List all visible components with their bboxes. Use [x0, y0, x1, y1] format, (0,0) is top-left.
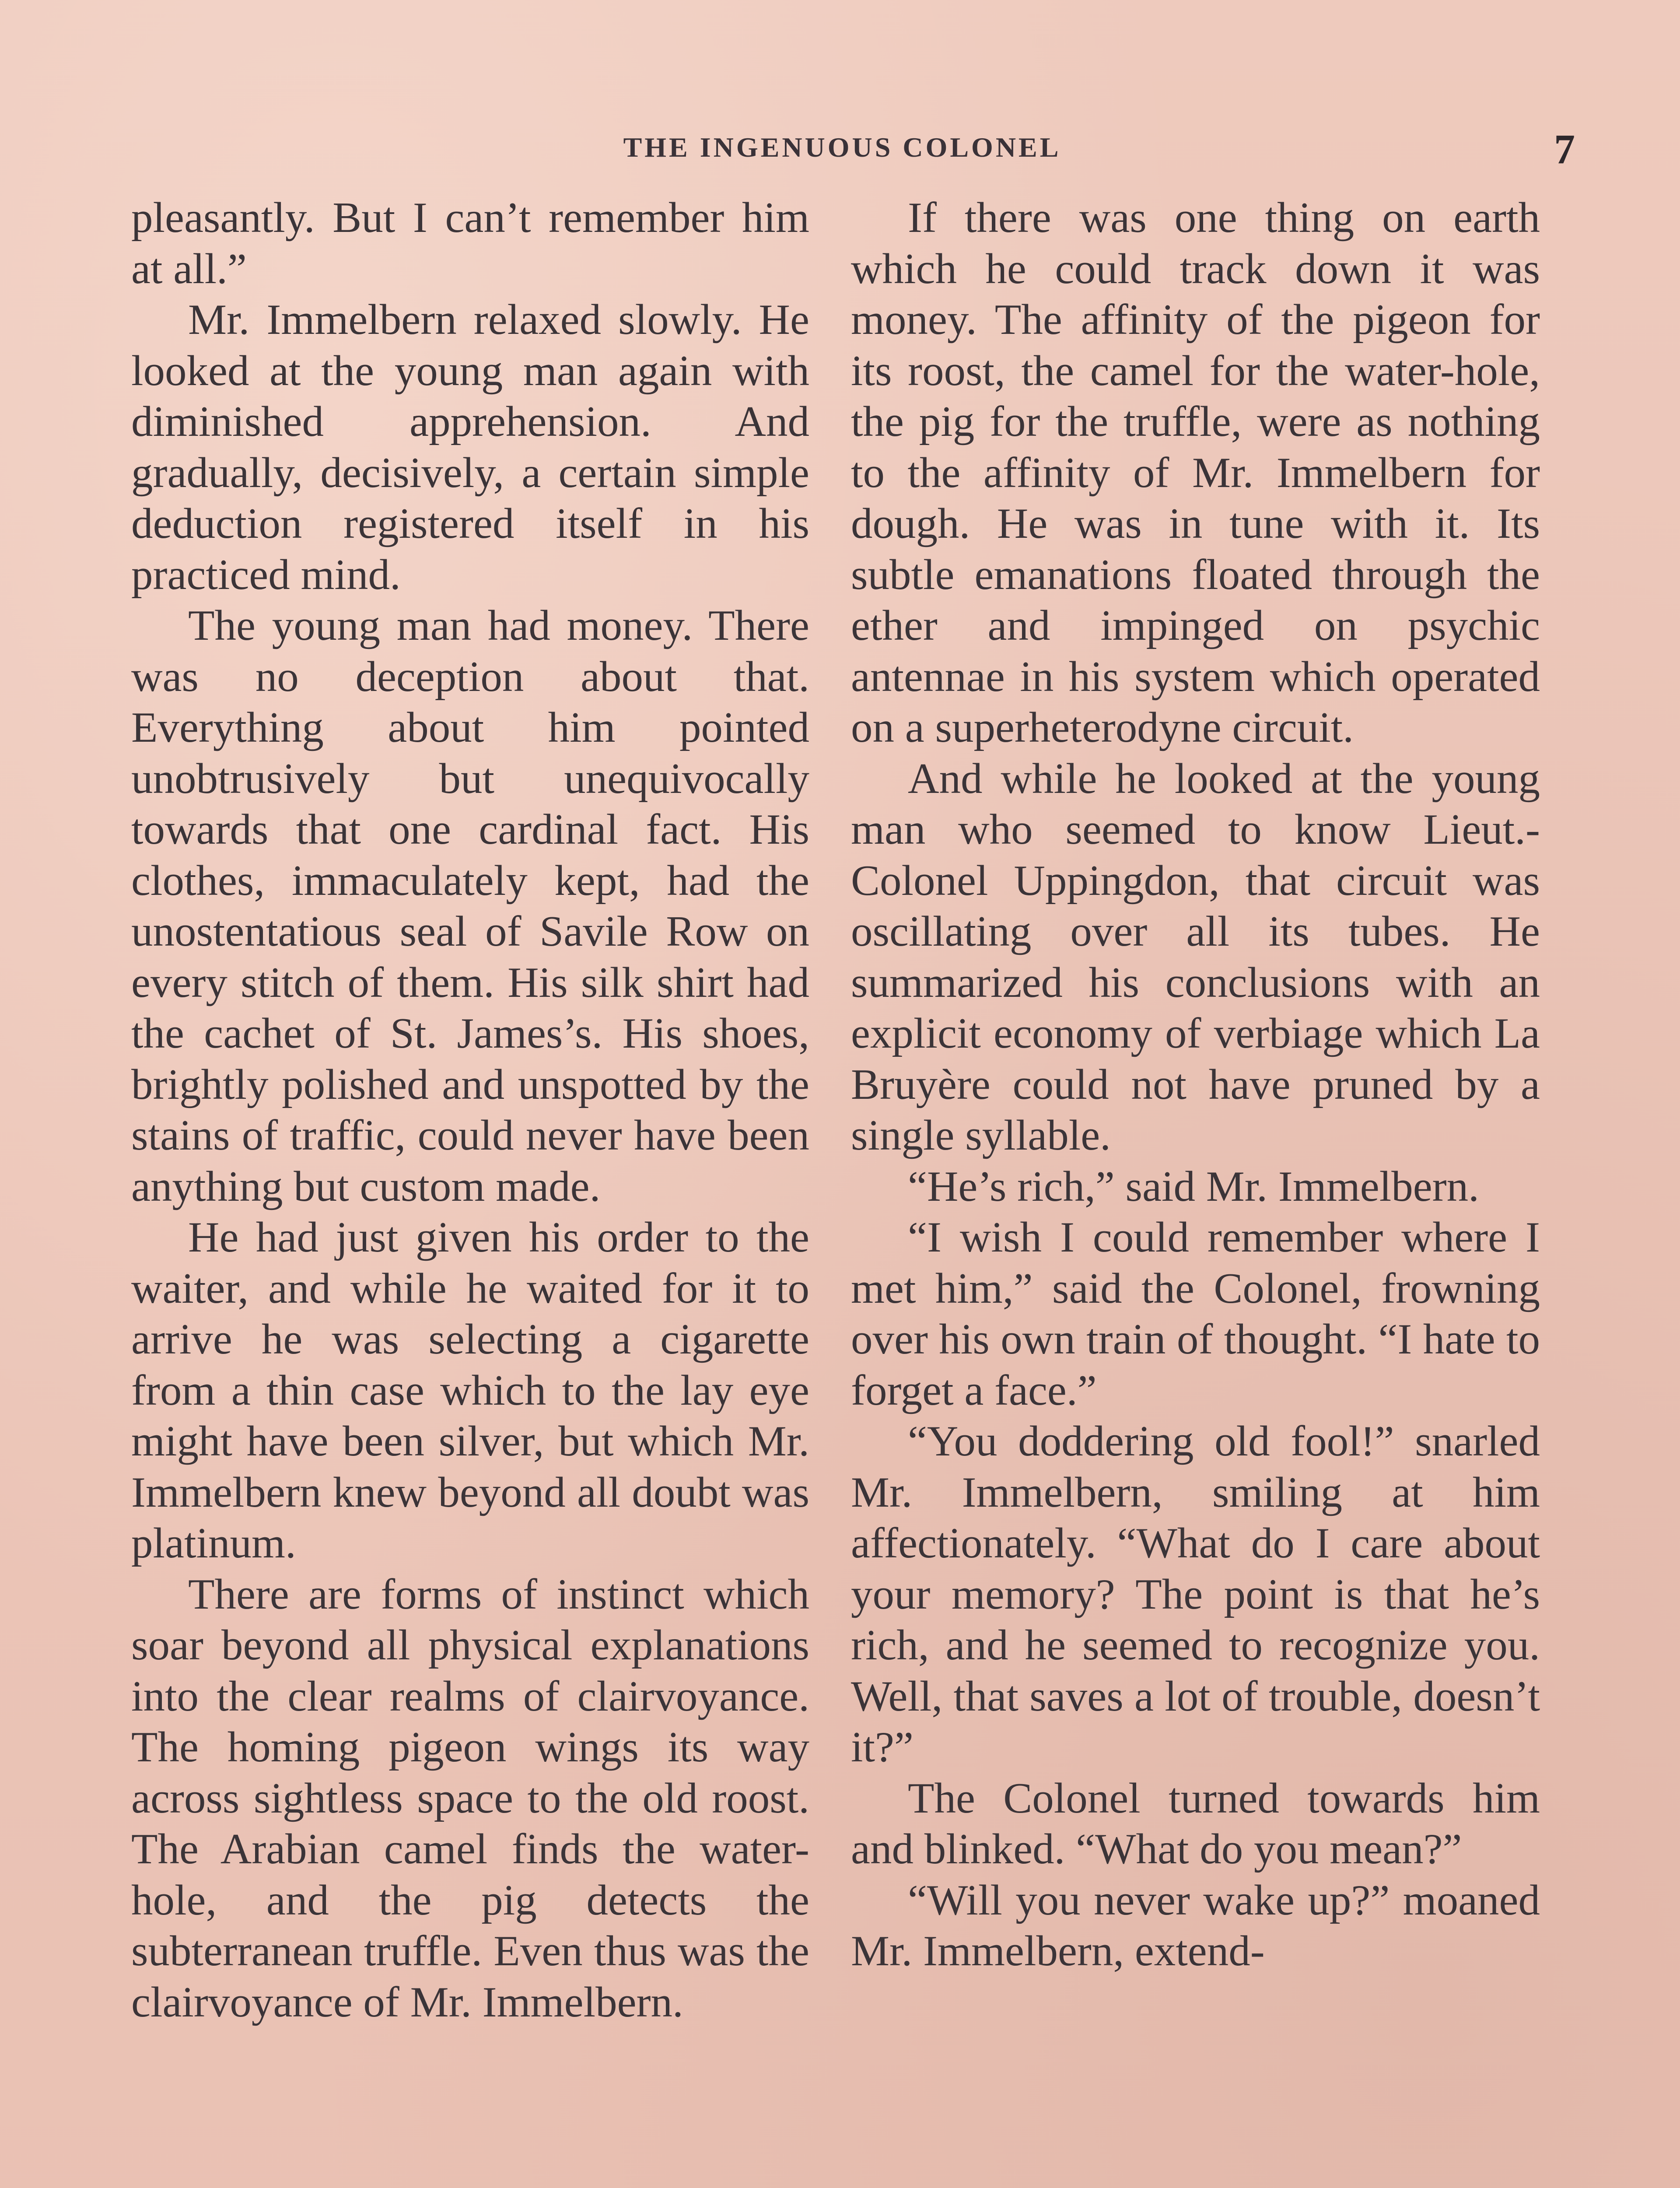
paragraph: The Colonel turned towards him and blinked. “What do you mean?”	[851, 1774, 1540, 1873]
paragraph: The young man had money. There was no deception about that. Everything about him pointed unobtrusively but unequivocally towards that one cardinal fact. His clothes, immaculately kept, had the unostentatious seal of Savile Row on every stitch of them. His silk shirt had the cachet of St. James’s. His shoes, brightly polished and unspotted by the stains of traffic, could never have been anything but custom made.	[131, 602, 809, 1210]
paragraph: There are forms of instinct which soar beyond all physical explanations into the clear realms of clairvoyance. The homing pigeon wings its way across sightless space to the old roost. The Arabian camel finds the water-hole, and the pig detects the subterranean truffle. Even thus was the clairvoyance of Mr. Immelbern.	[131, 1570, 809, 2026]
paragraph: “I wish I could remember where I met him,” said the Colonel, frowning over his own train of thought. “I hate to forget a face.”	[851, 1213, 1540, 1414]
right-text-column	[851, 193, 1540, 1977]
left-text-column	[131, 193, 809, 2028]
paragraph: “Will you never wake up?” moaned Mr. Immelbern, extend-	[851, 1876, 1540, 1975]
paragraph: “He’s rich,” said Mr. Immelbern.	[908, 1162, 1479, 1210]
page-number: 7	[1554, 126, 1575, 172]
paragraph: He had just given his order to the waiter, and while he waited for it to arrive he was selecting a cigarette from a thin case which to the lay eye might have been silver, but which Mr. Immelbern knew beyond all doubt was platinum.	[131, 1213, 809, 1567]
paragraph: If there was one thing on earth which he could track down it was money. The affinity of the pigeon for its roost, the camel for the water-hole, the pig for the truffle, were as nothing to the affinity of Mr. Immelbern for dough. He was in tune with it. Its subtle emanations floated through the ether and impinged on psychic antennae in his system which operated on a superheterodyne circuit.	[851, 194, 1540, 751]
paragraph: pleasantly. But I can’t remember him at all.”	[131, 194, 809, 293]
paragraph: Mr. Immelbern relaxed slowly. He looked at the young man again with diminished apprehension. And gradually, decisively, a certain simple deduction registered itself in his practiced mind.	[131, 296, 809, 599]
paragraph: “You doddering old fool!” snarled Mr. Immelbern, smiling at him affectionately. “What do I care about your memory? The point is that he’s rich, and he seemed to recognize you. Well, that saves a lot of trouble, doesn’t it?”	[851, 1417, 1540, 1771]
paragraph: And while he looked at the young man who seemed to know Lieut.-Colonel Uppingdon, that circuit was oscillating over all its tubes. He summarized his conclusions with an explicit economy of verbiage which La Bruyère could not have pruned by a single syllable.	[851, 754, 1540, 1159]
running-head-title: THE INGENUOUS COLONEL	[623, 132, 1061, 163]
